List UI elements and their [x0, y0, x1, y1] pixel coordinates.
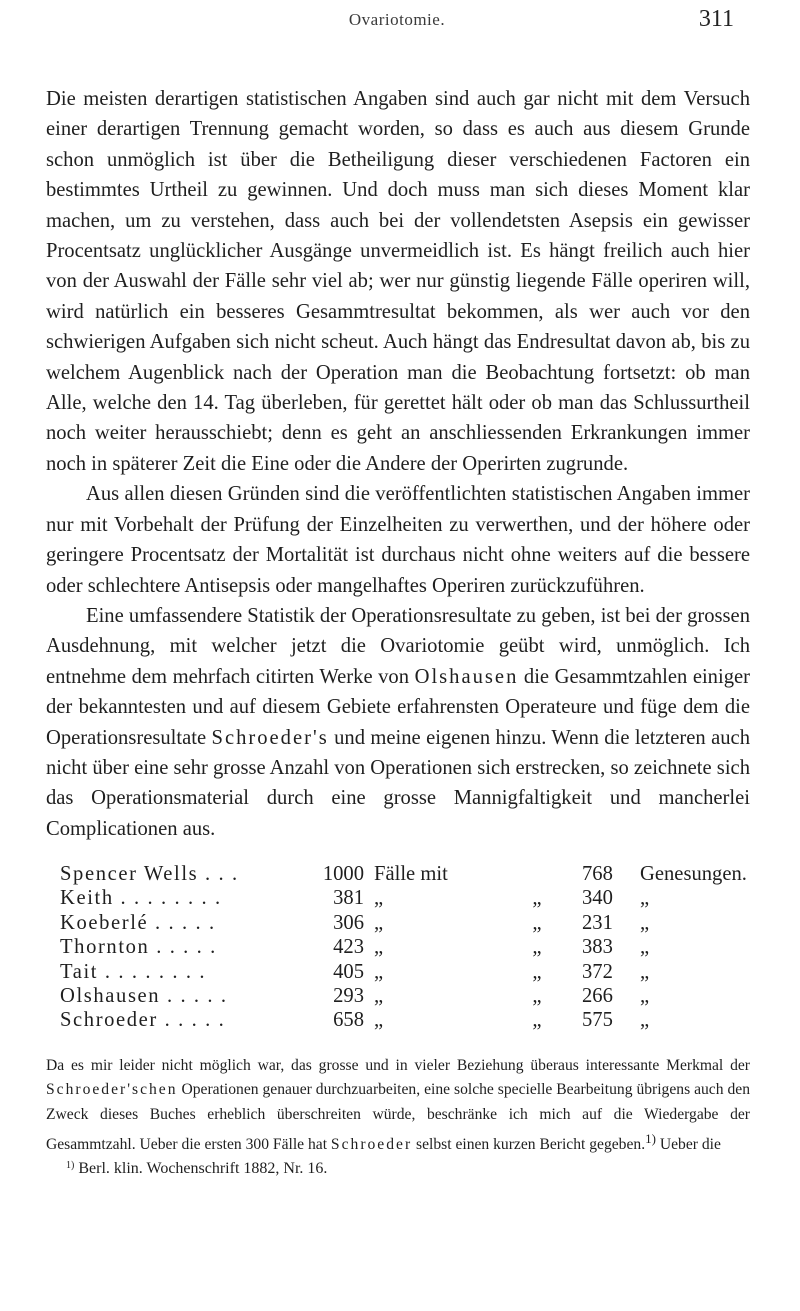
recovered-count: 383 [582, 936, 613, 959]
surgeon-name: Spencer Wells . . . [60, 863, 239, 885]
cases-label: Fälle mit [374, 863, 448, 885]
recovered-label: „ [640, 936, 650, 959]
table-row [60, 862, 747, 886]
operation-statistics-table [60, 862, 747, 1033]
ditto-mark: „ [532, 887, 542, 910]
footnote-marker: 1) [66, 1160, 75, 1171]
small-part3: selbst einen kurzen Bericht gegeben. [412, 1136, 646, 1154]
table-row [60, 960, 747, 984]
paragraph-2: Aus allen diesen Gründen sind die veröffentlichten statistischen Angaben immer nur mit Vorbehalt der Prüfung der Einzelheiten zu verwerthen, und der höhere oder geringere Procentsatz der Mortalität ist durchaus nicht ohne weiters auf die bessere oder schlechtere Antisepsis oder mangelhaftes Operiren zurückzuführen. [46, 483, 750, 597]
ditto-mark: „ [532, 936, 542, 959]
recovered-label: Genesungen. [640, 863, 747, 885]
small-schroeder: Schroeder [330, 1136, 413, 1154]
case-count: 423 [333, 936, 364, 959]
surgeon-name: Tait . . . . . . . . [60, 960, 207, 983]
table-row [60, 911, 747, 935]
page-header [60, 6, 734, 36]
cases-label: „ [374, 960, 384, 983]
case-count: 658 [333, 1009, 364, 1032]
cases-label: „ [374, 936, 384, 959]
footnote [66, 1155, 327, 1180]
surgeon-name: Olshausen . . . . . [60, 985, 228, 1008]
small-part4: Ueber die [655, 1136, 721, 1154]
ditto-mark: „ [532, 985, 542, 1008]
case-count: 381 [333, 887, 364, 910]
footnote-text: Berl. klin. Wochenschrift 1882, Nr. 16. [74, 1160, 328, 1177]
paragraph-3-part3: und meine eigenen hinzu. Wenn die letzteren auch nicht über eine sehr grosse Anzahl von Operationen sich erstrecken, so zeichnete sich das Operationsmaterial durch eine grosse Mannigfaltigkeit und mancherlei Complicationen aus. [46, 726, 750, 840]
ditto-mark: „ [532, 960, 542, 983]
ditto-mark [492, 862, 582, 886]
table-row [60, 935, 747, 959]
page-number: 311 [698, 6, 734, 32]
recovered-label: „ [640, 887, 650, 910]
surgeon-name: Keith . . . . . . . . [60, 887, 222, 910]
table-row [60, 886, 747, 910]
body-text [46, 84, 750, 844]
recovered-count: 231 [582, 911, 613, 934]
cases-label: „ [374, 985, 384, 1008]
recovered-label: „ [640, 911, 650, 934]
recovered-count: 768 [582, 863, 613, 885]
small-part1: Da es mir leider nicht möglich war, das grosse und in vieler Beziehung überaus interessante Merkmal der [46, 1057, 750, 1074]
cases-label: „ [374, 1009, 384, 1032]
cases-label: „ [374, 911, 384, 934]
case-count: 405 [333, 960, 364, 983]
recovered-label: „ [640, 960, 650, 983]
recovered-count: 266 [582, 985, 613, 1008]
ditto-mark: „ [532, 911, 542, 934]
ditto-mark: „ [532, 1009, 542, 1032]
case-count: 293 [333, 985, 364, 1008]
recovered-label: „ [640, 985, 650, 1008]
author-name-olshausen: Olshausen [414, 665, 519, 688]
small-part2: Operationen genauer durchzuarbeiten, eine solche specielle Bearbeitung übrigens auch den Zweck dieses Buches erheblich überschreiten würde, beschränke ich mich auf die Wiedergabe der Gesammtzahl. Ueber die ersten 300 Fälle hat [46, 1081, 750, 1154]
footnote-reference: 1) [645, 1131, 656, 1147]
paragraph-3-part1: Eine umfassendere Statistik der Operationsresultate zu geben, ist bei der grossen Ausdehnung, mit welcher jetzt die Ovariotomie geübt wird, unmöglich. Ich entnehme dem mehrfach citirten Werke von [46, 604, 750, 688]
recovered-label: „ [640, 1009, 650, 1032]
running-title: Ovariotomie. [348, 10, 446, 29]
recovered-count: 575 [582, 1009, 613, 1032]
recovered-count: 372 [582, 960, 613, 983]
small-print-paragraph [46, 1054, 750, 1158]
paragraph-1: Die meisten derartigen statistischen Angaben sind auch gar nicht mit dem Versuch einer derartigen Trennung gemacht worden, so dass es auch aus diesem Grunde schon unmöglich ist über die Betheiligung dieser verschiedenen Factoren ein bestimmtes Urtheil zu gewinnen. Und doch muss man sich dieses Moment klar machen, um zu verstehen, dass auch bei der vollendetsten Asepsis ein gewisser Procentsatz unglücklicher Ausgänge unvermeidlich ist. Es hängt freilich auch hier von der Auswahl der Fälle sehr viel ab; wer nur günstig liegende Fälle operiren will, wird natürlich ein besseres Gesammtresultat bekommen, als wer auch vor den schwierigen Aufgaben sich nicht scheut. Auch hängt das Endresultat davon ab, bis zu welchem Augenblick nach der Operation man die Beobachtung fortsetzt: ob man Alle, welche den 14. Tag überleben, für gerettet hält oder ob man das Schlussurtheil noch weiter herausschiebt; denn es geht an anschliessenden Erkrankungen immer noch in späterer Zeit die Eine oder die Andere der Operirten zugrunde. [46, 88, 750, 475]
case-count: 1000 [322, 863, 364, 885]
author-name-schroeder: Schroeder's [211, 726, 329, 749]
surgeon-name: Thornton . . . . . [60, 936, 217, 959]
recovered-count: 340 [582, 887, 613, 910]
surgeon-name: Schroeder . . . . . [60, 1009, 226, 1032]
small-schroeder-sche: Schroeder'schen [46, 1081, 178, 1099]
case-count: 306 [333, 911, 364, 934]
table-row [60, 1008, 747, 1032]
paragraph-3 [46, 601, 750, 844]
surgeon-name: Koeberlé . . . . . [60, 911, 216, 934]
table-row [60, 984, 747, 1008]
paragraph-3-part2: die Gesammtzahlen einiger der bekanntesten und auf diesem Gebiete erfahrensten Operateure und füge dem die Operationsresultate [46, 665, 750, 749]
cases-label: „ [374, 887, 384, 910]
